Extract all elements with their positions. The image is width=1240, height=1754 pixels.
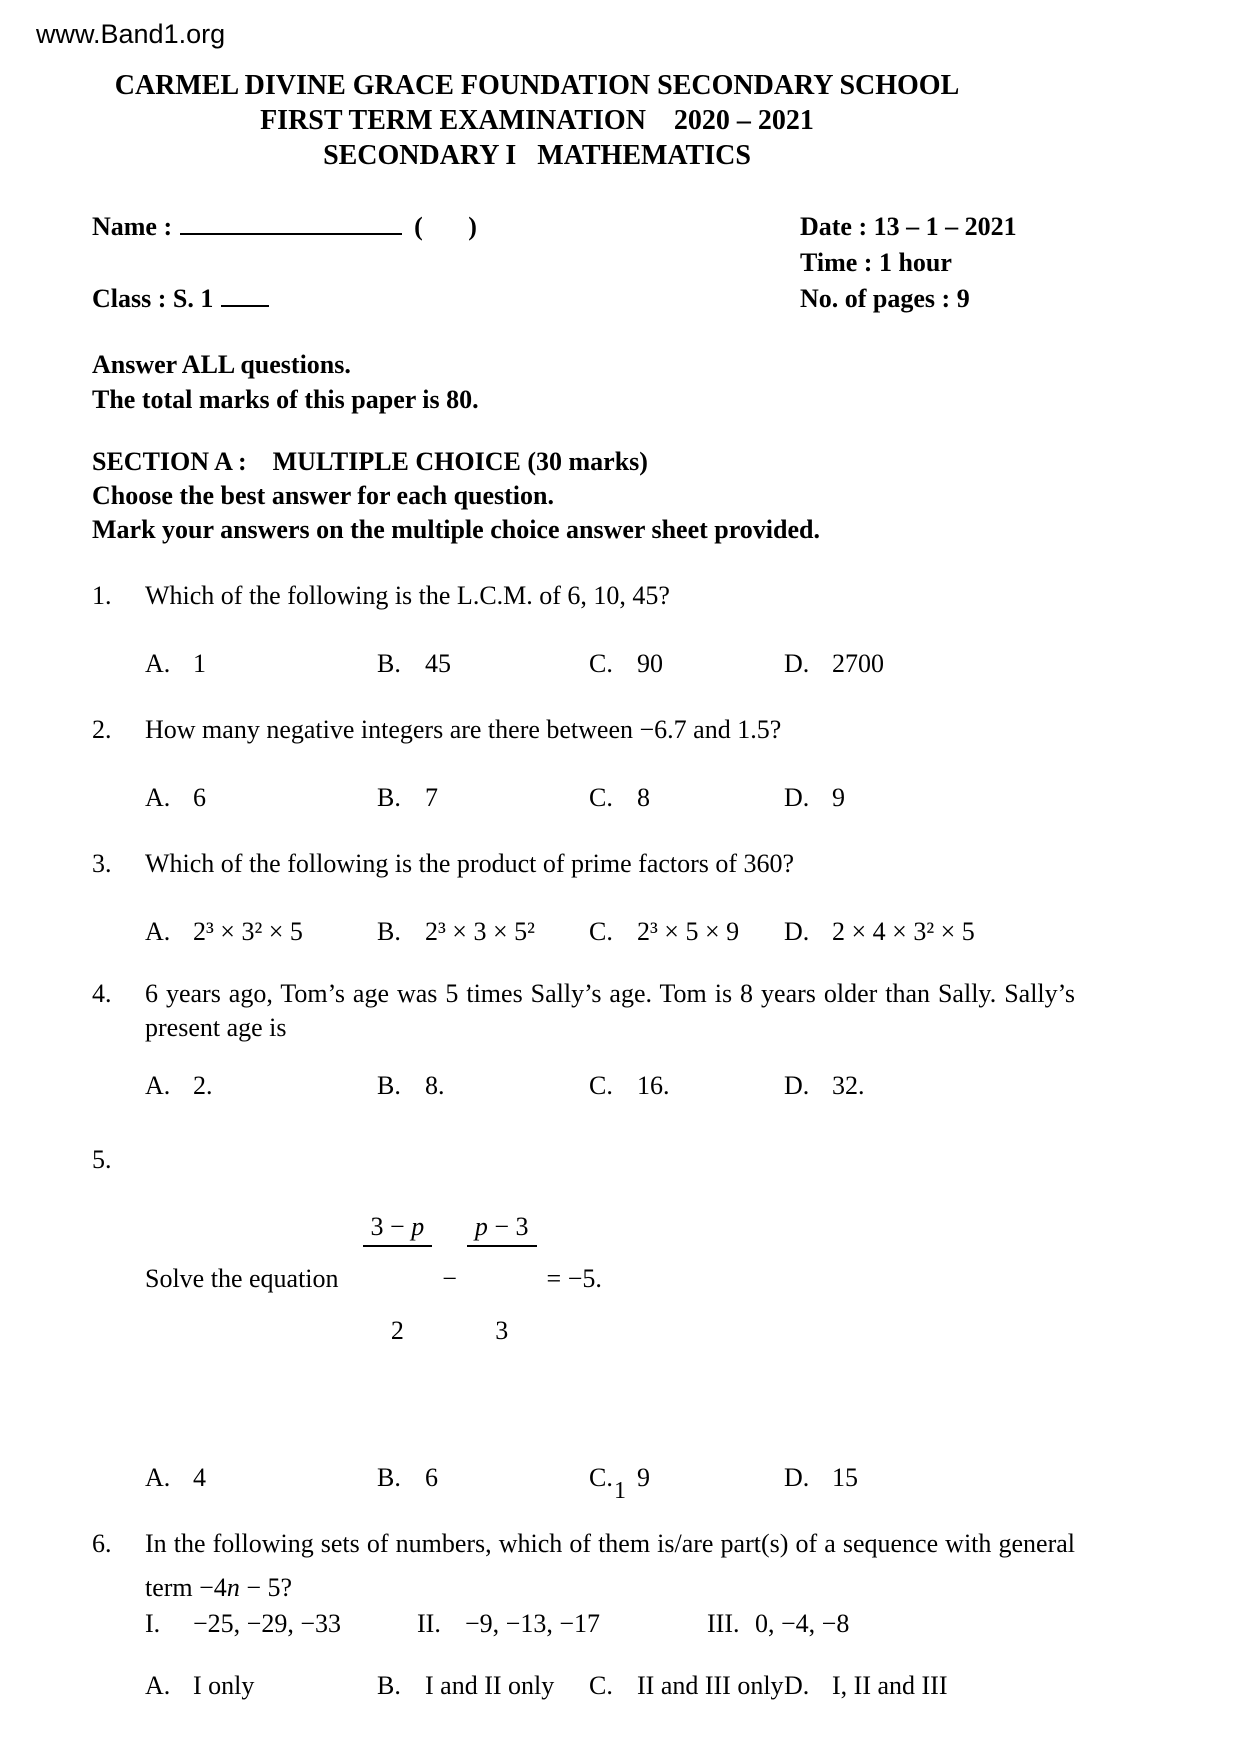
question-number: 6. bbox=[92, 1529, 112, 1558]
name-paren: ( ) bbox=[414, 212, 477, 241]
roman-value: −25, −29, −33 bbox=[193, 1609, 341, 1638]
time-label: Time : 1 hour bbox=[800, 248, 952, 277]
option-value: 2. bbox=[193, 1071, 213, 1100]
exam-info bbox=[92, 209, 1075, 317]
watermark-url: www.Band1.org bbox=[36, 19, 226, 49]
name-blank-line bbox=[180, 211, 402, 235]
minus-operator: − bbox=[442, 1264, 457, 1293]
question-text: 6 years ago, Tom’s age was 5 times Sally’s age. Tom is 8 years older than Sally. Sally’s present age is bbox=[145, 979, 1075, 1042]
option-d bbox=[784, 1069, 1075, 1103]
option-value: 45 bbox=[425, 649, 451, 678]
options-row bbox=[145, 647, 1075, 681]
question-equation bbox=[145, 1143, 1075, 1415]
option-value: 6 bbox=[425, 1463, 438, 1492]
question-number: 4. bbox=[92, 979, 112, 1008]
option-a bbox=[145, 915, 377, 949]
option-letter: C. bbox=[589, 917, 613, 946]
variable-p: p bbox=[411, 1212, 425, 1241]
exam-title: FIRST TERM EXAMINATION 2020 – 2021 bbox=[260, 105, 814, 136]
option-value: 9 bbox=[637, 1463, 650, 1492]
info-right-column bbox=[800, 209, 1075, 317]
option-value: 16. bbox=[637, 1071, 670, 1100]
question-2 bbox=[92, 713, 1075, 815]
option-c bbox=[589, 915, 784, 949]
class-row bbox=[92, 281, 800, 317]
option-letter: A. bbox=[145, 783, 171, 812]
option-b bbox=[377, 1069, 589, 1103]
roman-label: III. bbox=[707, 1609, 740, 1638]
option-value: II and III only bbox=[637, 1671, 784, 1700]
question-text: How many negative integers are there between −6.7 and 1.5? bbox=[145, 715, 782, 744]
option-value: 9 bbox=[832, 783, 845, 812]
question-text: Which of the following is the L.C.M. of 6, 10, 45? bbox=[145, 581, 670, 610]
term-text: − 5? bbox=[239, 1573, 293, 1602]
option-letter: D. bbox=[784, 649, 810, 678]
fraction-denominator: 2 bbox=[390, 1316, 404, 1345]
option-c bbox=[589, 647, 784, 681]
question-4 bbox=[92, 977, 1075, 1103]
option-letter: D. bbox=[784, 917, 810, 946]
section-a-line-2: Choose the best answer for each question. bbox=[92, 481, 554, 510]
question-text-line-2 bbox=[145, 1571, 1075, 1605]
question-number: 1. bbox=[92, 581, 112, 610]
option-letter: D. bbox=[784, 1671, 810, 1700]
section-a-title: SECTION A : MULTIPLE CHOICE (30 marks) bbox=[92, 447, 648, 476]
option-letter: B. bbox=[377, 783, 401, 812]
option-d bbox=[784, 781, 1075, 815]
option-b bbox=[377, 781, 589, 815]
roman-value: 0, −4, −8 bbox=[755, 1609, 850, 1638]
option-value: 15 bbox=[832, 1463, 858, 1492]
option-letter: A. bbox=[145, 1463, 171, 1492]
option-value: 32. bbox=[832, 1071, 865, 1100]
option-c bbox=[589, 781, 784, 815]
option-value: 2³ × 3² × 5 bbox=[193, 917, 303, 946]
option-letter: B. bbox=[377, 1671, 401, 1700]
question-5 bbox=[92, 1143, 1075, 1495]
question-6 bbox=[92, 1527, 1075, 1703]
option-letter: C. bbox=[589, 1671, 613, 1700]
option-c bbox=[589, 1669, 784, 1703]
option-d bbox=[784, 915, 1075, 949]
option-letter: A. bbox=[145, 917, 171, 946]
date-label: Date : 13 – 1 – 2021 bbox=[800, 212, 1017, 241]
options-row bbox=[145, 1669, 1075, 1703]
question-1 bbox=[92, 579, 1075, 681]
question-3 bbox=[92, 847, 1075, 949]
roman-value: −9, −13, −17 bbox=[465, 1609, 600, 1638]
option-letter: C. bbox=[589, 649, 613, 678]
option-value: 1 bbox=[193, 649, 206, 678]
option-letter: D. bbox=[784, 1463, 810, 1492]
option-value: 7 bbox=[425, 783, 438, 812]
fraction-denominator: 3 bbox=[495, 1316, 509, 1345]
option-value: I and II only bbox=[425, 1671, 555, 1700]
option-value: 8 bbox=[637, 783, 650, 812]
option-b bbox=[377, 647, 589, 681]
option-d bbox=[784, 647, 1075, 681]
option-value: 2³ × 3 × 5² bbox=[425, 917, 535, 946]
roman-label: II. bbox=[417, 1609, 441, 1638]
name-label: Name : bbox=[92, 212, 173, 241]
section-a-header bbox=[92, 445, 1075, 547]
instruction-line-1: Answer ALL questions. bbox=[92, 350, 351, 379]
roman-label: I. bbox=[145, 1609, 161, 1638]
option-d bbox=[784, 1669, 1075, 1703]
class-blank-line bbox=[221, 283, 269, 307]
option-b bbox=[377, 1669, 589, 1703]
fraction-numerator bbox=[467, 1211, 537, 1247]
option-value: 8. bbox=[425, 1071, 445, 1100]
equation-prefix: Solve the equation bbox=[145, 1264, 339, 1293]
general-instructions bbox=[92, 347, 1075, 417]
numerator-text: − 3 bbox=[487, 1212, 529, 1241]
option-value: 4 bbox=[193, 1463, 206, 1492]
option-letter: A. bbox=[145, 649, 171, 678]
options-row bbox=[145, 781, 1075, 815]
fraction-1 bbox=[363, 1143, 433, 1415]
option-letter: A. bbox=[145, 1671, 171, 1700]
variable-p: p bbox=[474, 1212, 488, 1241]
pages-label: No. of pages : 9 bbox=[800, 284, 970, 313]
fraction-numerator bbox=[363, 1211, 433, 1247]
page-number: 1 bbox=[614, 1478, 626, 1504]
option-value: I only bbox=[193, 1671, 255, 1700]
option-value: 90 bbox=[637, 649, 663, 678]
spacer-row bbox=[92, 245, 800, 281]
exam-header bbox=[92, 68, 982, 173]
option-a bbox=[145, 1669, 377, 1703]
section-a-line-3: Mark your answers on the multiple choice answer sheet provided. bbox=[92, 515, 820, 544]
option-value: I, II and III bbox=[832, 1671, 948, 1700]
option-a bbox=[145, 647, 377, 681]
roman-item-2 bbox=[417, 1607, 707, 1641]
option-letter: D. bbox=[784, 1071, 810, 1100]
option-letter: B. bbox=[377, 917, 401, 946]
class-label: Class : S. 1 bbox=[92, 284, 214, 313]
options-row bbox=[145, 915, 1075, 949]
option-letter: C. bbox=[589, 1071, 613, 1100]
options-row bbox=[145, 1069, 1075, 1103]
question-number: 5. bbox=[92, 1145, 112, 1174]
roman-list bbox=[145, 1607, 1075, 1641]
option-a bbox=[145, 1069, 377, 1103]
option-letter: A. bbox=[145, 1071, 171, 1100]
option-a bbox=[145, 781, 377, 815]
option-value: 2700 bbox=[832, 649, 884, 678]
subject-title: SECONDARY I MATHEMATICS bbox=[323, 140, 751, 171]
equation-rhs: = −5. bbox=[546, 1264, 602, 1293]
option-letter: B. bbox=[377, 649, 401, 678]
option-letter: D. bbox=[784, 783, 810, 812]
option-b bbox=[377, 915, 589, 949]
question-text-line-1: In the following sets of numbers, which of them is/are part(s) of a sequence with general bbox=[145, 1529, 1075, 1558]
fraction-2 bbox=[467, 1143, 537, 1415]
option-c bbox=[589, 1069, 784, 1103]
option-letter: B. bbox=[377, 1071, 401, 1100]
question-number: 2. bbox=[92, 715, 112, 744]
option-letter: B. bbox=[377, 1463, 401, 1492]
roman-item-1 bbox=[145, 1607, 417, 1641]
option-value: 2³ × 5 × 9 bbox=[637, 917, 740, 946]
option-value: 2 × 4 × 3² × 5 bbox=[832, 917, 975, 946]
question-text: Which of the following is the product of prime factors of 360? bbox=[145, 849, 795, 878]
term-text: term −4 bbox=[145, 1573, 227, 1602]
option-letter: C. bbox=[589, 1463, 613, 1492]
info-left-column bbox=[92, 209, 800, 317]
option-value: 6 bbox=[193, 783, 206, 812]
numerator-text: 3 − bbox=[370, 1212, 412, 1241]
roman-item-3 bbox=[707, 1607, 1075, 1641]
question-number: 3. bbox=[92, 849, 112, 878]
school-name: CARMEL DIVINE GRACE FOUNDATION SECONDARY SCHOOL bbox=[114, 70, 960, 101]
variable-n: n bbox=[226, 1573, 240, 1602]
option-letter: C. bbox=[589, 783, 613, 812]
name-row bbox=[92, 209, 800, 245]
instruction-line-2: The total marks of this paper is 80. bbox=[92, 385, 479, 414]
